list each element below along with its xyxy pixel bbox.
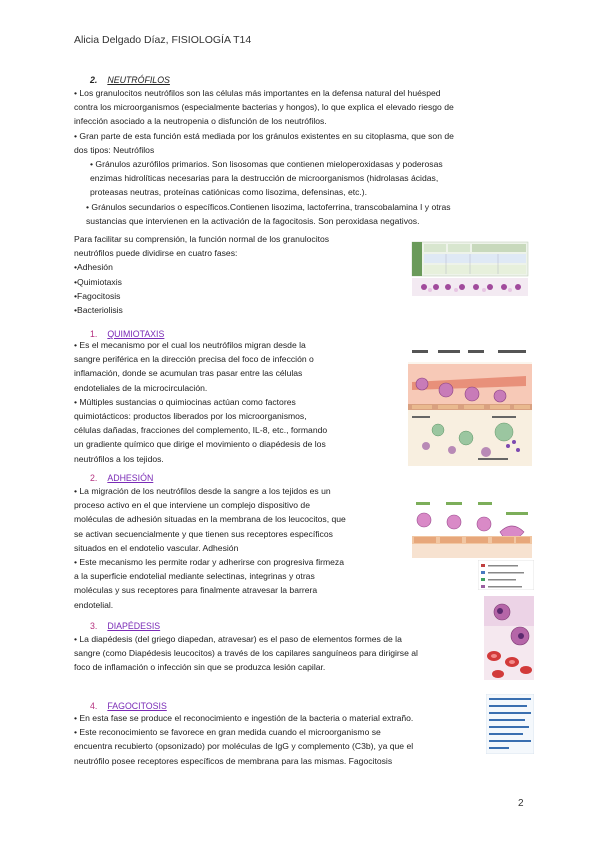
granule-table-figure	[410, 238, 530, 300]
text-line: moléculas de adhesión situadas en la membrana de los leucocitos, que	[74, 514, 346, 525]
text-line: sangre periférica en la dirección precisa del foco de infección o	[74, 354, 314, 365]
text-line: proteasas neutras, proteínas catiónicas como lisozima, defensinas, etc.).	[90, 187, 368, 198]
text-line: a la superficie endotelial mediante selectinas, integrinas y otras	[74, 571, 315, 582]
text-line: inflamación, donde se acumulan tras pasar entre las células	[74, 368, 303, 379]
heading-number: 1.	[90, 329, 98, 339]
text-line: proceso activo en el que interviene un complejo dispositivo de	[74, 500, 310, 511]
heading-title: FAGOCITOSIS	[107, 701, 167, 711]
paragraph-neutrofilos	[74, 86, 514, 228]
text-line: •Quimiotaxis	[74, 276, 122, 287]
text-line: •Fagocitosis	[74, 290, 121, 301]
text-line: • Múltiples sustancias o quimiocinas actúan como factores	[74, 396, 296, 407]
text-line: encuentra recubierto (opsonizado) por moléculas de IgG y complemento (C3b), ya que el	[74, 741, 414, 752]
text-line: • Gran parte de esta función está mediada por los gránulos existentes en su citoplasma, que son de	[74, 130, 454, 141]
heading-diapedesis	[90, 620, 160, 632]
text-line: infección asociado a la neutropenia o disfunción de los neutrófilos.	[74, 116, 327, 127]
heading-number: 3.	[90, 621, 98, 631]
heading-title: QUIMIOTAXIS	[107, 329, 165, 339]
text-line: endoteliales de la microcirculación.	[74, 382, 208, 393]
text-line: • En esta fase se produce el reconocimiento e ingestión de la bacteria o material extraño.	[74, 713, 414, 723]
paragraph-intro	[74, 232, 394, 317]
adhesion-rolling-figure	[412, 498, 532, 558]
text-line: sustancias que intervienen en la activación de la fagocitosis. Son peroxidasa negativos.	[86, 215, 420, 226]
text-line: • La diapédesis (del griego diapedan, atravesar) es el paso de elementos formes de la	[74, 634, 402, 644]
paragraph-diapedesis	[74, 632, 484, 675]
paragraph-adhesion	[74, 484, 404, 612]
text-line: se activan secuencialmente y que tienen sus receptores específicos	[74, 528, 333, 539]
paragraph-quimiotaxis	[74, 338, 404, 466]
heading-neutrofilos	[90, 74, 170, 86]
text-line: moléculas y sus receptores para finalmente atravesar la barrera	[74, 585, 318, 596]
heading-title: DIAPÉDESIS	[107, 621, 161, 631]
heading-number: 4.	[90, 701, 98, 711]
phagocytosis-snippet-figure	[486, 694, 534, 754]
text-line: • Los granulocitos neutrófilos son las células más importantes en la defensa natural del huésped	[74, 88, 441, 98]
text-line: • Es el mecanismo por el cual los neutrófilos migran desde la	[74, 340, 306, 350]
text-line: neutrófilo posee receptores específicos de membrana para las mismas. Fagocitosis	[74, 755, 393, 766]
text-line: • Este reconocimiento se favorece en gran medida cuando el microorganismo se	[74, 727, 381, 738]
text-line: un gradiente químico que dirige el movimiento o diapédesis de los	[74, 439, 326, 450]
text-line: dos tipos: Neutrófilos	[74, 144, 155, 155]
heading-number: 2.	[90, 473, 98, 483]
text-line: • La migración de los neutrófilos desde la sangre a los tejidos es un	[74, 486, 331, 496]
text-line: quimiotácticos: productos liberados por los microorganismos,	[74, 411, 307, 422]
text-line: neutrófilos puede dividirse en cuatro fases:	[74, 248, 238, 259]
text-line: •Adhesión	[74, 262, 113, 273]
text-line: endotelial.	[74, 599, 114, 610]
text-line: • Gránulos azurófilos primarios. Son lisosomas que contienen mieloperoxidasas y poderosas	[90, 159, 443, 170]
text-line: células dañadas, fracciones del complemento, IL-8, etc., formando	[74, 425, 328, 436]
text-line: contra los microorganismos (especialmente bacterias y hongos), lo que explica el elevado riesgo de	[74, 102, 454, 113]
heading-adhesion	[90, 472, 153, 484]
text-line: • Este mecanismo les permite rodar y adherirse con progresiva firmeza	[74, 557, 344, 568]
text-line: Para facilitar su comprensión, la función normal de los granulocitos	[74, 234, 330, 244]
text-line: enzimas hidrolíticas necesarias para la destrucción de microorganismos (hidrolasas ácidas,	[90, 173, 439, 184]
heading-number: 2.	[90, 75, 98, 85]
page-number: 2	[518, 798, 524, 809]
text-line: neutrófilos a los tejidos.	[74, 453, 164, 464]
text-line: foco de inflamación o infección sin que se produzca lesión capilar.	[74, 662, 326, 673]
text-line: • Gránulos secundarios o específicos.Contienen lisozima, lactoferrina, transcobalamina I y otras	[86, 201, 451, 212]
heading-title: ADHESIÓN	[107, 473, 154, 483]
page-header: Alicia Delgado Díaz, FISIOLOGÍA T14	[74, 34, 252, 46]
legend-figure	[478, 560, 534, 590]
text-line: sangre (como Diapédesis leucocitos) a través de los capilares sanguíneos para dirigirse al	[74, 648, 418, 659]
text-line: •Bacteriolisis	[74, 305, 123, 316]
diapedesis-illustration-figure	[484, 596, 534, 680]
chemotaxis-diagram-figure	[408, 346, 532, 466]
paragraph-fagocitosis	[74, 711, 484, 768]
text-line: situados en el endotelio vascular. Adhesión	[74, 542, 239, 553]
heading-title: NEUTRÓFILOS	[107, 75, 170, 85]
